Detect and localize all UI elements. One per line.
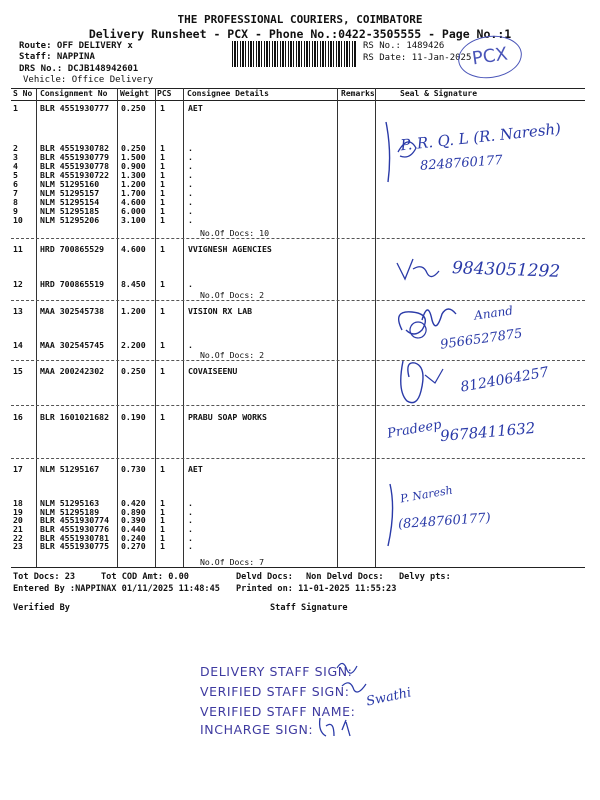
cell-consignment-no: BLR 4551930779 <box>40 152 110 162</box>
cell-consignment-no: BLR 1601021682 <box>40 412 110 422</box>
cell-pcs: 1 <box>160 541 165 551</box>
cell-weight: 1.200 <box>121 179 146 189</box>
pcx-stamp: PCX <box>455 32 524 82</box>
table-header-rule <box>11 100 585 101</box>
cell-pcs: 1 <box>160 179 165 189</box>
col-divider <box>117 88 118 568</box>
rs-number: RS No.: 1489426 <box>363 41 445 51</box>
cell-consignee: AET <box>188 103 203 113</box>
cell-consignee: . <box>188 197 193 207</box>
cell-weight: 0.420 <box>121 498 146 508</box>
stamp-delivery-staff-sign: DELIVERY STAFF SIGN: <box>200 664 353 679</box>
signature-2 <box>395 255 455 285</box>
cell-sno: 8 <box>13 197 18 207</box>
delivery-points: Delvy pts: <box>399 572 451 582</box>
cell-pcs: 1 <box>160 143 165 153</box>
cell-consignee: . <box>188 507 193 517</box>
cell-pcs: 1 <box>160 515 165 525</box>
cell-consignee: . <box>188 498 193 508</box>
cell-weight: 0.240 <box>121 533 146 543</box>
cell-consignee: . <box>188 206 193 216</box>
cell-weight: 0.190 <box>121 412 146 422</box>
delivered-docs: Delvd Docs: <box>236 572 293 582</box>
cell-consignee: . <box>188 533 193 543</box>
cell-sno: 3 <box>13 152 18 162</box>
cell-sno: 18 <box>13 498 23 508</box>
cell-consignee: . <box>188 515 193 525</box>
cell-consignment-no: BLR 4551930776 <box>40 524 110 534</box>
cell-pcs: 1 <box>160 498 165 508</box>
rs-date: RS Date: 11-Jan-2025 <box>363 53 472 63</box>
staff-signature: Staff Signature <box>270 603 348 613</box>
cell-sno: 15 <box>13 366 23 376</box>
cell-consignee: AET <box>188 464 203 474</box>
cell-weight: 1.300 <box>121 170 146 180</box>
cell-weight: 0.250 <box>121 103 146 113</box>
cell-consignment-no: NLM 51295206 <box>40 215 100 225</box>
stamp-verified-staff-sign: VERIFIED STAFF SIGN: <box>200 684 350 699</box>
entered-by: Entered By :NAPPINAX 01/11/2025 11:48:45 <box>13 584 220 594</box>
col-divider <box>375 88 376 568</box>
col-divider <box>183 88 184 568</box>
col-header-weight: Weight <box>120 89 149 98</box>
cell-weight: 3.100 <box>121 215 146 225</box>
cell-consignment-no: NLM 51295160 <box>40 179 100 189</box>
cell-consignee: . <box>188 541 193 551</box>
group-divider <box>11 405 585 406</box>
col-header-pcs: PCS <box>157 89 172 98</box>
cell-sno: 1 <box>13 103 18 113</box>
cell-pcs: 1 <box>160 524 165 534</box>
sig-6-phone: (8248760177) <box>397 510 492 533</box>
cell-pcs: 1 <box>160 103 165 113</box>
cell-weight: 0.730 <box>121 464 146 474</box>
cell-consignment-no: NLM 51295157 <box>40 188 100 198</box>
group-divider <box>11 300 585 301</box>
cell-pcs: 1 <box>160 464 165 474</box>
cell-sno: 14 <box>13 340 23 350</box>
cell-consignee: COVAISEENU <box>188 366 238 376</box>
cell-consignee: . <box>188 215 193 225</box>
cell-weight: 0.250 <box>121 366 146 376</box>
cell-sno: 19 <box>13 507 23 517</box>
cell-consignee: . <box>188 152 193 162</box>
cell-consignee: . <box>188 179 193 189</box>
verified-by: Verified By <box>13 603 70 613</box>
cell-pcs: 1 <box>160 244 165 254</box>
cell-weight: 0.390 <box>121 515 146 525</box>
cell-weight: 8.450 <box>121 279 146 289</box>
cell-consignee: VVIGNESH AGENCIES <box>188 244 272 254</box>
cell-weight: 1.200 <box>121 306 146 316</box>
cell-pcs: 1 <box>160 161 165 171</box>
cell-consignment-no: NLM 51295167 <box>40 464 100 474</box>
cell-sno: 13 <box>13 306 23 316</box>
cell-weight: 1.700 <box>121 188 146 198</box>
sig-4-phone: 8124064257 <box>459 364 550 396</box>
cell-weight: 4.600 <box>121 244 146 254</box>
cell-sno: 4 <box>13 161 18 171</box>
cell-sno: 22 <box>13 533 23 543</box>
cell-sno: 23 <box>13 541 23 551</box>
cell-weight: 4.600 <box>121 197 146 207</box>
cell-pcs: 1 <box>160 366 165 376</box>
total-docs: Tot Docs: 23 <box>13 572 76 582</box>
cell-pcs: 1 <box>160 306 165 316</box>
stamp-initial-3 <box>316 716 356 740</box>
runsheet-title: Delivery Runsheet - PCX - Phone No.:0422-3505555 - Page No.:1 <box>88 27 512 41</box>
cell-weight: 0.270 <box>121 541 146 551</box>
cell-sno: 16 <box>13 412 23 422</box>
cell-pcs: 1 <box>160 170 165 180</box>
cell-weight: 0.890 <box>121 507 146 517</box>
cell-consignment-no: HRD 700865529 <box>40 244 105 254</box>
group-doc-count: No.Of Docs: 2 <box>200 290 265 300</box>
cell-pcs: 1 <box>160 215 165 225</box>
cell-consignment-no: NLM 51295189 <box>40 507 100 517</box>
sig-5-name: Pradeep <box>386 417 443 442</box>
cell-consignment-no: BLR 4551930782 <box>40 143 110 153</box>
cell-sno: 12 <box>13 279 23 289</box>
cell-pcs: 1 <box>160 340 165 350</box>
non-delivered-docs: Non Delvd Docs: <box>306 572 384 582</box>
cell-consignee: . <box>188 143 193 153</box>
cell-consignee: PRABU SOAP WORKS <box>188 412 267 422</box>
cell-weight: 1.500 <box>121 152 146 162</box>
group-doc-count: No.Of Docs: 2 <box>200 350 265 360</box>
cell-weight: 0.250 <box>121 143 146 153</box>
cell-consignment-no: NLM 51295185 <box>40 206 100 216</box>
cell-pcs: 1 <box>160 206 165 216</box>
cell-sno: 20 <box>13 515 23 525</box>
cell-consignment-no: BLR 4551930774 <box>40 515 110 525</box>
cell-consignment-no: HRD 700865519 <box>40 279 105 289</box>
table-bottom-rule <box>11 567 585 568</box>
sig-6-name: P. Naresh <box>399 483 454 506</box>
cell-consignee: . <box>188 279 193 289</box>
group-divider <box>11 458 585 459</box>
cell-weight: 0.900 <box>121 161 146 171</box>
sig-1-phone: 8248760177 <box>419 153 504 174</box>
company-name: THE PROFESSIONAL COURIERS, COIMBATORE <box>177 13 423 26</box>
stamp-staff-name-handwritten: Swathi <box>364 685 413 710</box>
cell-pcs: 1 <box>160 152 165 162</box>
cell-consignment-no: BLR 4551930777 <box>40 103 110 113</box>
cell-pcs: 1 <box>160 412 165 422</box>
cell-consignee: . <box>188 524 193 534</box>
sig-5-phone: 9678411632 <box>439 418 537 446</box>
route-label: Route: OFF DELIVERY x <box>19 41 133 51</box>
col-header-consignee: Consignee Details <box>187 89 269 98</box>
cell-sno: 5 <box>13 170 18 180</box>
col-header-consignment: Consignment No <box>40 89 108 98</box>
cell-consignment-no: BLR 4551930775 <box>40 541 110 551</box>
col-divider <box>337 88 338 568</box>
cell-pcs: 1 <box>160 188 165 198</box>
sig-1-name: P. R. Q. L (R. Naresh) <box>399 119 562 155</box>
cell-sno: 2 <box>13 143 18 153</box>
total-cod: Tot COD Amt: 0.00 <box>101 572 189 582</box>
cell-weight: 6.000 <box>121 206 146 216</box>
sig-3-name: Anand <box>473 303 514 323</box>
cell-consignment-no: NLM 51295154 <box>40 197 100 207</box>
cell-consignee: . <box>188 340 193 350</box>
printed-on: Printed on: 11-01-2025 11:55:23 <box>236 584 397 594</box>
cell-sno: 21 <box>13 524 23 534</box>
cell-sno: 17 <box>13 464 23 474</box>
cell-pcs: 1 <box>160 533 165 543</box>
cell-consignment-no: MAA 302545745 <box>40 340 105 350</box>
cell-consignee: . <box>188 170 193 180</box>
cell-consignment-no: NLM 51295163 <box>40 498 100 508</box>
col-header-seal: Seal & Signature <box>400 89 478 98</box>
cell-sno: 9 <box>13 206 18 216</box>
cell-sno: 10 <box>13 215 23 225</box>
vehicle-label: Vehicle: Office Delivery <box>23 75 154 85</box>
cell-consignee: VISION RX LAB <box>188 306 253 316</box>
stamp-initial-2 <box>340 678 370 696</box>
stamp-initial-1 <box>335 658 365 676</box>
cell-weight: 0.440 <box>121 524 146 534</box>
sig-3-phone: 9566527875 <box>439 326 524 353</box>
col-header-sno: S No <box>13 89 33 98</box>
cell-consignment-no: BLR 4551930781 <box>40 533 110 543</box>
cell-sno: 6 <box>13 179 18 189</box>
group-divider <box>11 360 585 361</box>
col-divider <box>36 88 37 568</box>
sig-2-phone: 9843051292 <box>451 258 561 282</box>
cell-pcs: 1 <box>160 279 165 289</box>
col-header-remarks: Remarks <box>341 89 375 98</box>
barcode <box>232 41 356 67</box>
cell-consignee: . <box>188 188 193 198</box>
group-divider <box>11 238 585 239</box>
cell-sno: 11 <box>13 244 23 254</box>
stamp-verified-staff-name: VERIFIED STAFF NAME: <box>200 704 356 719</box>
staff-label: Staff: NAPPINA <box>19 52 95 62</box>
cell-consignee: . <box>188 161 193 171</box>
stamp-incharge-sign: INCHARGE SIGN: <box>200 722 314 737</box>
col-divider <box>155 88 156 568</box>
cell-consignment-no: BLR 4551930722 <box>40 170 110 180</box>
cell-pcs: 1 <box>160 507 165 517</box>
cell-consignment-no: BLR 4551930778 <box>40 161 110 171</box>
cell-consignment-no: MAA 200242302 <box>40 366 105 376</box>
cell-weight: 2.200 <box>121 340 146 350</box>
group-doc-count: No.Of Docs: 7 <box>200 557 265 567</box>
cell-consignment-no: MAA 302545738 <box>40 306 105 316</box>
group-doc-count: No.Of Docs: 10 <box>200 228 270 238</box>
cell-pcs: 1 <box>160 197 165 207</box>
cell-sno: 7 <box>13 188 18 198</box>
drs-number: DRS No.: DCJB148942601 <box>19 64 139 74</box>
